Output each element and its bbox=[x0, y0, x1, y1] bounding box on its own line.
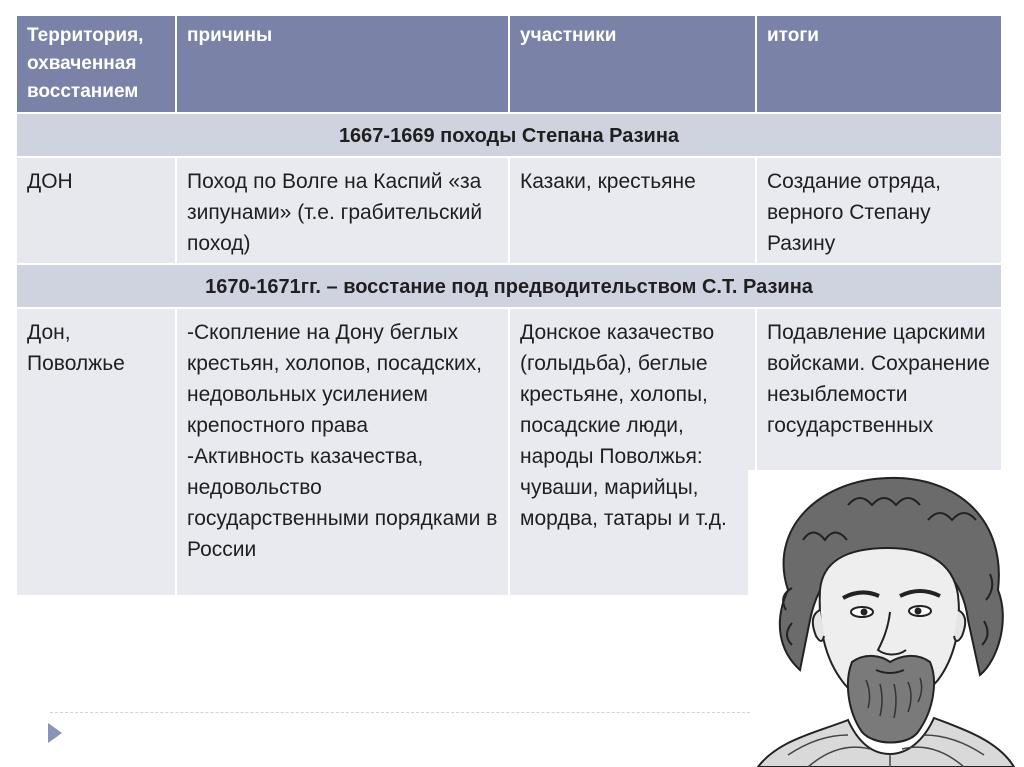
header-results: итоги bbox=[756, 15, 1002, 113]
header-territory: Территория, охваченная восстанием bbox=[16, 15, 176, 113]
cell-participants: Казаки, крестьяне bbox=[509, 157, 756, 264]
header-causes: причины bbox=[176, 15, 509, 113]
cell-results: Создание отряда, верного Степану Разину bbox=[756, 157, 1002, 264]
stepan-razin-portrait bbox=[748, 470, 1024, 767]
footer-divider bbox=[50, 712, 750, 713]
cell-participants: Донское казачество (голыдьба), беглые крестьяне, холопы, посадские люди, народы Поволжья: чуваши, марийцы, мордва, татары и т.д. bbox=[509, 308, 756, 596]
cell-causes: Поход по Волге на Каспий «за зипунами» (т.е. грабительский поход) bbox=[176, 157, 509, 264]
play-triangle-icon[interactable] bbox=[48, 723, 62, 743]
header-participants: участники bbox=[509, 15, 756, 113]
header-row bbox=[16, 15, 1002, 113]
table-row bbox=[16, 157, 1002, 264]
cell-causes: -Скопление на Дону беглых крестьян, холопов, посадских, недовольных усилением крепостного права -Активность казачества, недовольство государственными порядками в России bbox=[176, 308, 509, 596]
cell-territory: Дон, Поволжье bbox=[16, 308, 176, 596]
section-row-1667 bbox=[16, 113, 1002, 157]
cell-results: Подавление царскими войсками. Сохранение незыблемости государственных bbox=[756, 308, 1002, 596]
cell-territory: ДОН bbox=[16, 157, 176, 264]
section-row-1670 bbox=[16, 264, 1002, 308]
section-title-1667: 1667-1669 походы Степана Разина bbox=[16, 113, 1002, 157]
section-title-1670: 1670-1671гг. – восстание под предводительством С.Т. Разина bbox=[16, 264, 1002, 308]
portrait-drawing bbox=[748, 470, 1024, 767]
